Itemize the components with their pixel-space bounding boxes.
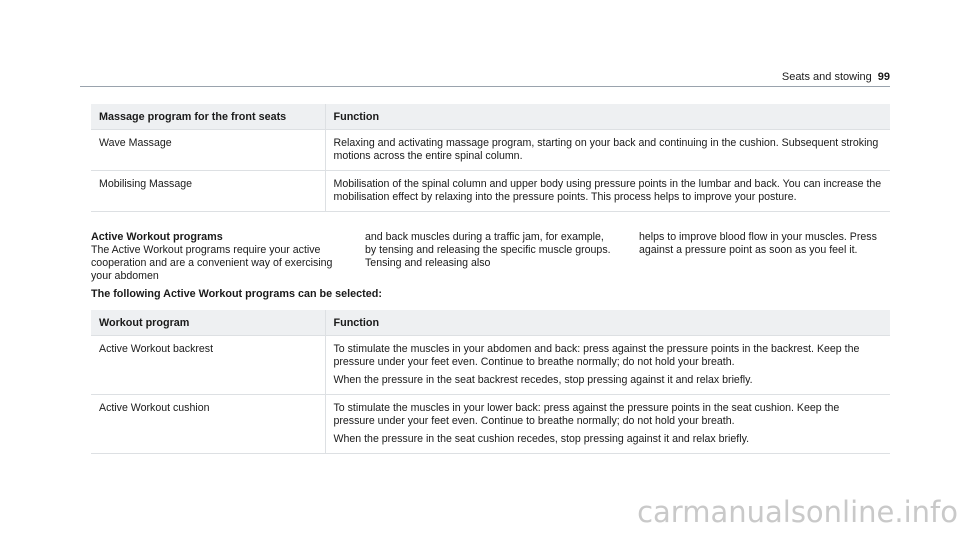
- table-row: [91, 171, 890, 212]
- table-row: [91, 130, 890, 171]
- program-function: [325, 395, 890, 454]
- header-divider: [80, 86, 890, 87]
- program-name: Wave Massage: [91, 130, 325, 171]
- workout-program-table: [91, 310, 890, 454]
- program-name: Active Workout cushion: [91, 395, 325, 454]
- massage-program-table: [91, 104, 890, 212]
- function-instruction: To stimulate the muscles in your lower back: press against the pressure points in the seat cushion. Keep the pressure under your feet even. Continue to breathe normally; do not hold your breath.: [333, 402, 840, 427]
- program-function: Mobilisation of the spinal column and upper body using pressure points in the lumbar and back. You can increase the mobilisation effect by relaxing into the pressure points. This process helps to improve your posture.: [325, 171, 890, 212]
- program-name: Mobilising Massage: [91, 171, 325, 212]
- text-column-1: [91, 231, 341, 283]
- selection-heading: The following Active Workout programs can be selected:: [91, 288, 382, 300]
- function-note: When the pressure in the seat backrest recedes, stop pressing against it and relax briefly.: [333, 374, 753, 386]
- column-header-program: Workout program: [91, 310, 325, 336]
- active-workout-section: [91, 231, 891, 283]
- column-header-function: Function: [325, 310, 890, 336]
- table-row: [91, 336, 890, 395]
- section-heading: Active Workout programs: [91, 231, 223, 243]
- table-header-row: [91, 310, 890, 336]
- text-column-2: [365, 231, 615, 283]
- function-note: When the pressure in the seat cushion recedes, stop pressing against it and relax briefly.: [333, 433, 750, 445]
- column-header-program: Massage program for the front seats: [91, 104, 325, 130]
- function-instruction: To stimulate the muscles in your abdomen and back: press against the pressure points in the backrest. Keep the pressure under your feet even. Continue to breathe normally; do not hold your breath.: [333, 343, 860, 368]
- paragraph-part-1: The Active Workout programs require your active cooperation and are a convenient way of exercising your abdomen: [91, 244, 333, 282]
- column-header-function: Function: [325, 104, 890, 130]
- text-column-3: [639, 231, 889, 283]
- page-header: [782, 71, 890, 83]
- program-function: [325, 336, 890, 395]
- program-function: Relaxing and activating massage program, starting on your back and continuing in the cushion. Subsequent stroking motions across the entire spinal column.: [325, 130, 890, 171]
- watermark: carmanualsonline.info: [637, 495, 958, 529]
- paragraph-part-2: and back muscles during a traffic jam, for example, by tensing and releasing the specific muscle groups. Tensing and releasing also: [365, 231, 611, 269]
- table-row: [91, 395, 890, 454]
- page-number: 99: [877, 71, 890, 83]
- paragraph-part-3: helps to improve blood flow in your muscles. Press against a pressure point as soon as you feel it.: [639, 231, 877, 256]
- table-header-row: [91, 104, 890, 130]
- program-name: Active Workout backrest: [91, 336, 325, 395]
- section-title: Seats and stowing: [781, 71, 872, 83]
